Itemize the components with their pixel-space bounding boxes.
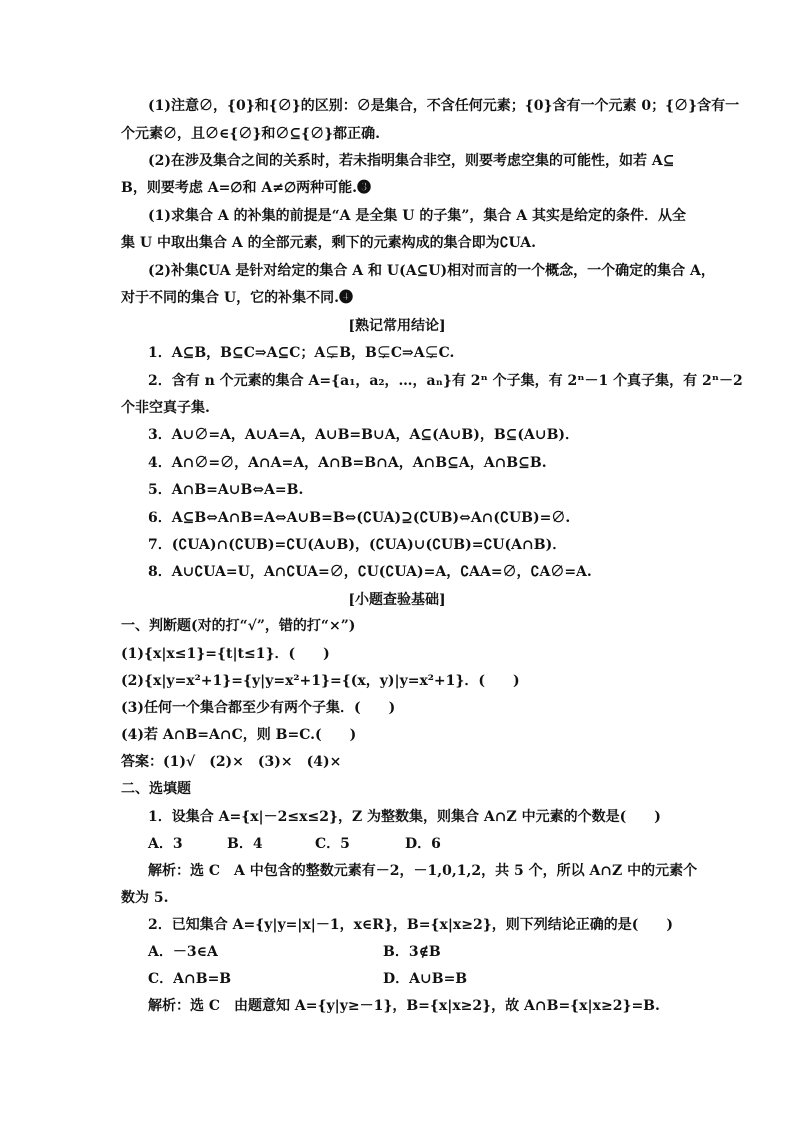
section-title-common-conclusions: [熟记常用结论] [348,318,446,334]
q2-option-c: C．A∩B=B [148,971,232,987]
conclusion-item-4: 4．A∩∅=∅，A∩A=A，A∩B=B∩A，A∩B⊆A，A∩B⊆B. [148,455,547,471]
q1-solution-line-2: 数为 5. [121,890,169,906]
note-complement2-line-2: 对于不同的集合 U，它的补集不同.❹ [121,290,353,306]
conclusion-item-1: 1．A⊆B，B⊆C⇒A⊆C；A⊊B，B⊊C⇒A⊊C. [148,345,455,361]
q1-option-c: C．5 [315,836,350,852]
section-title-quick-check: [小题查验基础] [348,592,446,608]
q2-solution: 解析：选 C 由题意知 A={y|y≥－1}，B={x|x≥2}，故 A∩B={x|x≥2}=B. [148,998,660,1014]
note-complement2-line-1: (2)补集∁UA 是针对给定的集合 A 和 U(A⊆U)相对而言的一个概念，一个确定的集合 A， [148,263,715,279]
q1-solution-line-1: 解析：选 C A 中包含的整数元素有－2，－1,0,1,2，共 5 个，所以 A∩Z 中的元素个 [148,863,698,879]
judge-item-2: (2){x|y=x²+1}={y|y=x²+1}={(x，y)|y=x²+1}．( ) [121,673,520,689]
note-complement-line-1: (1)求集合 A 的补集的前提是“A 是全集 U 的子集”，集合 A 其实是给定的条件．从全 [148,208,687,224]
conclusion-item-6: 6．A⊆B⇔A∩B=A⇔A∪B=B⇔(∁UA)⊇(∁UB)⇔A∩(∁UB)=∅. [148,510,571,526]
choice-section-title: 二、选填题 [121,781,191,797]
conclusion-item-2: 2．含有 n 个元素的集合 A={a₁，a₂，…，aₙ}有 2ⁿ 个子集，有 2ⁿ－1 个真子集，有 2ⁿ－2 [148,373,743,389]
q1-option-a: A．3 [148,836,183,852]
judge-item-4: (4)若 A∩B=A∩C，则 B=C.( ) [121,727,357,743]
q2-option-d: D．A∪B=B [383,971,468,987]
question-1: 1．设集合 A={x|－2≤x≤2}，Z 为整数集，则集合 A∩Z 中元素的个数是( ) [148,809,661,825]
question-2: 2．已知集合 A={y|y=|x|－1，x∈R}，B={x|x≥2}，则下列结论正确的是( ) [148,917,673,933]
note-empty-set-line-1: (1)注意∅，{0}和{∅}的区别：∅是集合，不含任何元素；{0}含有一个元素 0；{∅}含有一 [148,98,740,114]
judge-answer: 答案：(1)√ (2)× (3)× (4)× [121,754,342,770]
conclusion-item-8: 8．A∪∁UA=U，A∩∁UA=∅，∁U(∁UA)=A，∁AA=∅，∁A∅=A. [148,564,592,580]
note-empty-set-line-2: 个元素∅，且∅∈{∅}和∅⊆{∅}都正确. [121,126,380,142]
note-subset-line-2: B，则要考虑 A=∅和 A≠∅两种可能.❸ [121,180,372,196]
conclusion-item-7: 7．(∁UA)∩(∁UB)=∁U(A∪B)，(∁UA)∪(∁UB)=∁U(A∩B)． [148,537,567,553]
conclusion-item-2-cont: 个非空真子集. [121,400,210,416]
note-subset-line-1: (2)在涉及集合之间的关系时，若未指明集合非空，则要考虑空集的可能性，如若 A⊆ [148,153,675,169]
judge-item-3: (3)任何一个集合都至少有两个子集．( ) [121,700,396,716]
note-complement-line-2: 集 U 中取出集合 A 的全部元素，剩下的元素构成的集合即为∁UA. [121,235,536,251]
judge-section-title: 一、判断题(对的打“√”，错的打“×”) [121,618,356,634]
q2-option-b: B．3∉B [383,944,441,960]
q1-option-d: D．6 [405,836,441,852]
judge-item-1: (1){x|x≤1}={t|t≤1}．( ) [121,646,330,662]
conclusion-item-5: 5．A∩B=A∪B⇔A=B. [148,482,304,498]
q1-option-b: B．4 [227,836,263,852]
q2-option-a: A．－3∈A [148,944,218,960]
conclusion-item-3: 3．A∪∅=A，A∪A=A，A∪B=B∪A，A⊆(A∪B)，B⊆(A∪B)． [148,427,580,443]
